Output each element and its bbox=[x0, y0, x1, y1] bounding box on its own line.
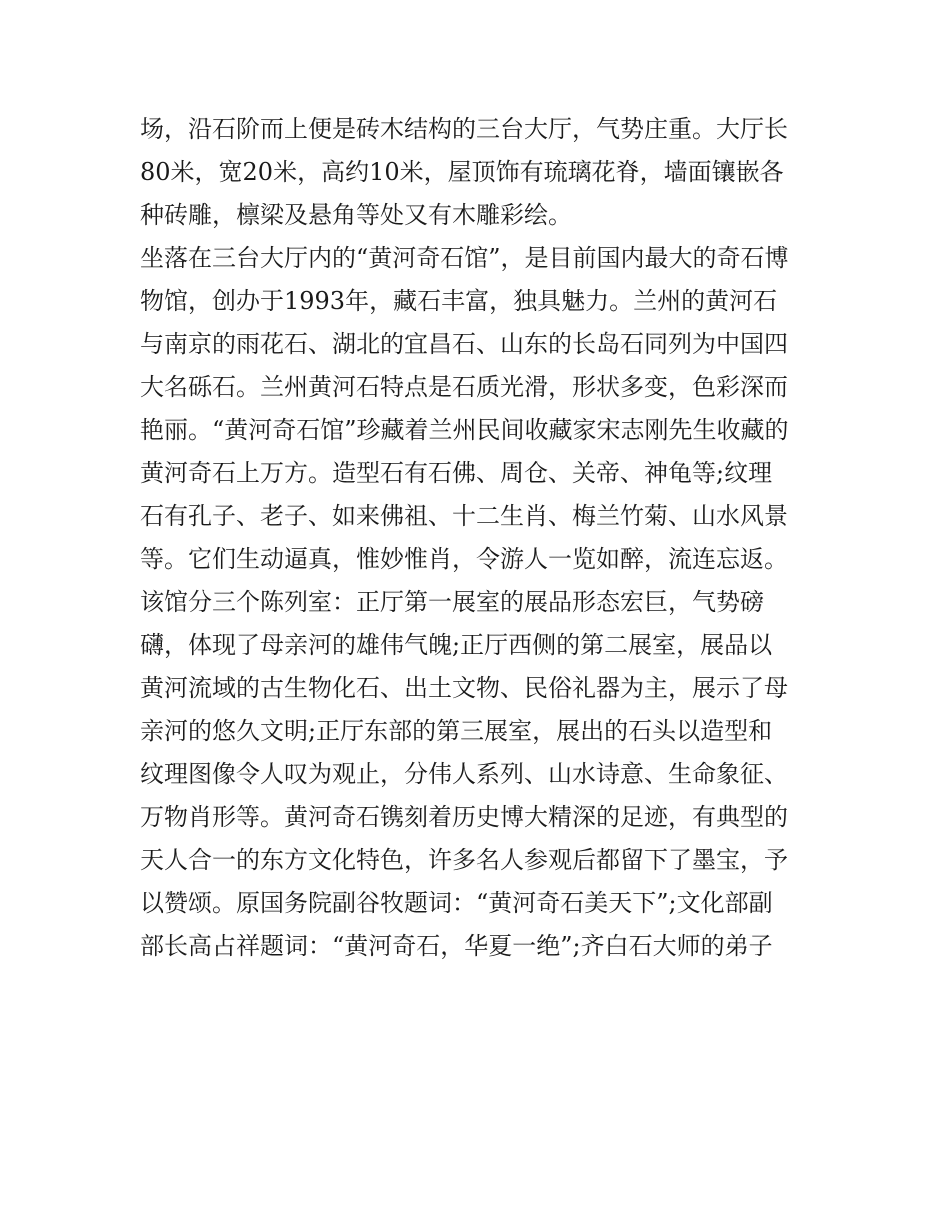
text-line: 石有孔子、老子、如来佛祖、十二生肖、梅兰竹菊、山水风景 bbox=[140, 502, 788, 530]
text-line: 种砖雕，檩梁及悬角等处又有木雕彩绘。 bbox=[140, 201, 572, 229]
text-line: 部长高占祥题词：“黄河奇石，华夏一绝”;齐白石大师的弟子 bbox=[140, 932, 773, 960]
text-line: 黄河流域的古生物化石、出土文物、民俗礼器为主，展示了母 bbox=[140, 674, 788, 702]
text-line: 黄河奇石上万方。造型石有石佛、周仓、关帝、神龟等;纹理 bbox=[140, 459, 773, 487]
text-line: 天人合一的东方文化特色，许多名人参观后都留下了墨宝，予 bbox=[140, 846, 788, 874]
text-line: 礴，体现了母亲河的雄伟气魄;正厅西侧的第二展室，展品以 bbox=[140, 631, 773, 659]
text-line: 与南京的雨花石、湖北的宜昌石、山东的长岛石同列为中国四 bbox=[140, 330, 788, 358]
text-line: 该馆分三个陈列室：正厅第一展室的展品形态宏巨，气势磅 bbox=[140, 588, 764, 616]
body-text bbox=[140, 108, 820, 968]
text-line: 物馆，创办于1993年，藏石丰富，独具魅力。兰州的黄河石 bbox=[140, 287, 778, 315]
text-line: 坐落在三台大厅内的“黄河奇石馆”，是目前国内最大的奇石博 bbox=[140, 244, 789, 272]
text-line: 以赞颂。原国务院副谷牧题词：“黄河奇石美天下”;文化部副 bbox=[140, 889, 773, 917]
text-line: 亲河的悠久文明;正厅东部的第三展室，展出的石头以造型和 bbox=[140, 717, 773, 745]
text-line: 场，沿石阶而上便是砖木结构的三台大厅，气势庄重。大厅长 bbox=[140, 115, 788, 143]
text-line: 纹理图像令人叹为观止，分伟人系列、山水诗意、生命象征、 bbox=[140, 760, 788, 788]
text-line: 大名砾石。兰州黄河石特点是石质光滑，形状多变，色彩深而 bbox=[140, 373, 788, 401]
text-line: 艳丽。“黄河奇石馆”珍藏着兰州民间收藏家宋志刚先生收藏的 bbox=[140, 416, 789, 444]
text-line: 80米，宽20米，高约10米，屋顶饰有琉璃花脊，墙面镶嵌各 bbox=[140, 158, 784, 186]
text-line: 等。它们生动逼真，惟妙惟肖，令游人一览如醉，流连忘返。 bbox=[140, 545, 788, 573]
text-line: 万物肖形等。黄河奇石镌刻着历史博大精深的足迹，有典型的 bbox=[140, 803, 788, 831]
